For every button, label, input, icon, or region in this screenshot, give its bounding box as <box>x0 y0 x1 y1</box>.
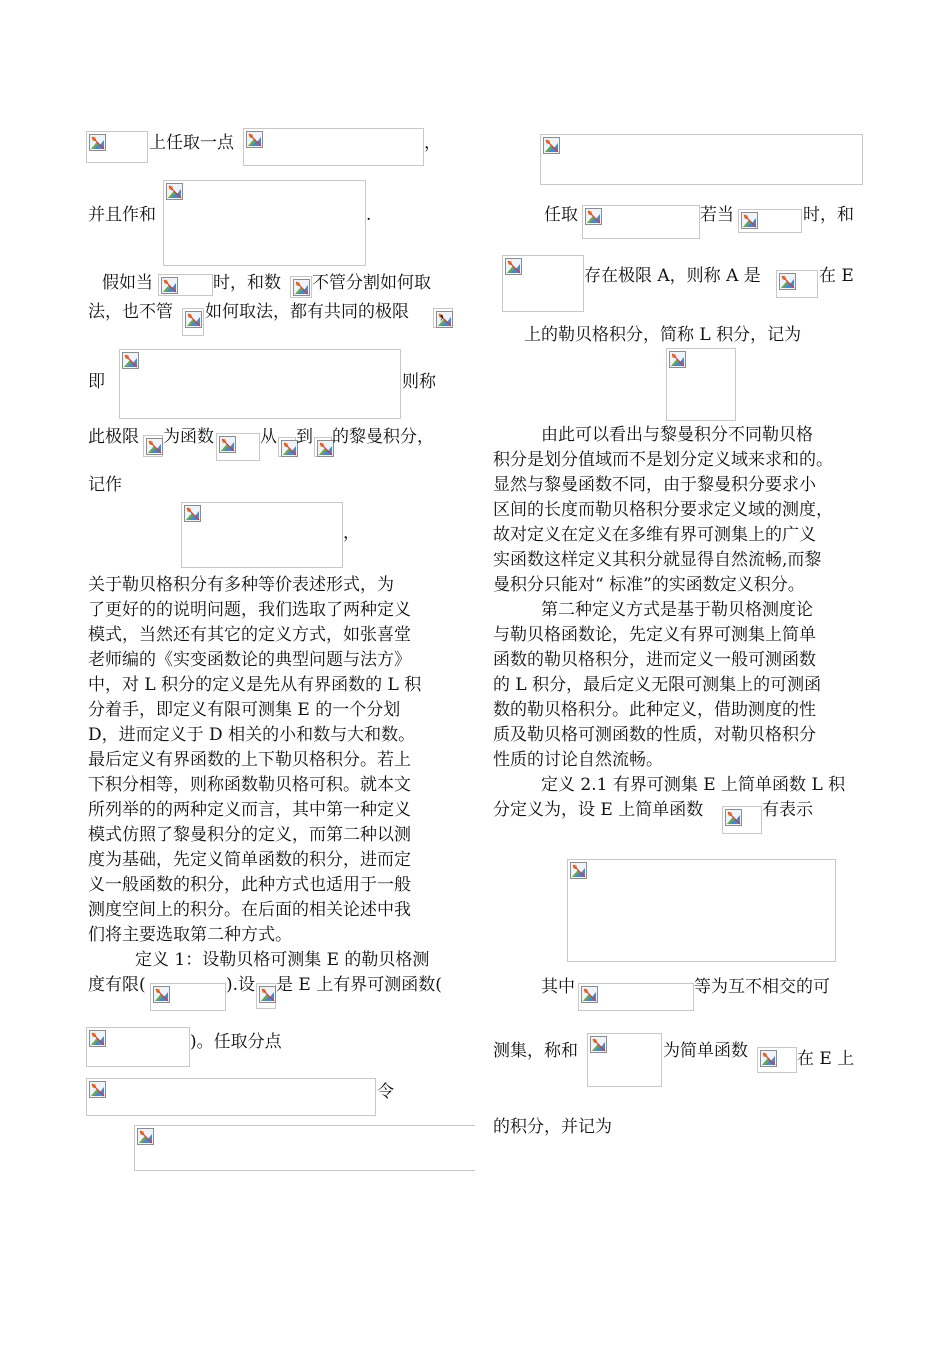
text-line: 任取 <box>544 205 578 225</box>
paragraph: 第二种定义方式是基于勒贝格测度论 与勒贝格函数论，先定义有界可测集上简单 函数的勒贝格积分，进而定义一般可测函数 的 L 积分，最后定义无限可测集上的可测函 数的勒贝格积分。此种定义，借助测度的性 质及勒贝格可测函数的性质，对勒贝格积分 性质的讨论自然流畅。 <box>493 600 822 770</box>
broken-image-icon <box>543 137 560 154</box>
formula-image <box>776 270 818 298</box>
text-line: 到 <box>296 427 313 447</box>
text-line: 不管分割如何取 <box>312 273 431 293</box>
formula-image <box>158 274 213 296</box>
text-line: 是 E 上有界可测函数( <box>276 975 442 995</box>
broken-image-icon <box>89 1081 106 1098</box>
formula-image <box>666 348 736 421</box>
text-line: 其中 <box>541 977 575 997</box>
text-line: 有表示 <box>762 800 813 820</box>
text-line: 上的勒贝格积分，简称 L 积分，记为 <box>524 325 802 345</box>
formula-image <box>314 437 332 457</box>
text-line: 定义 1：设勒贝格可测集 E 的勒贝格测 <box>135 950 430 970</box>
broken-image-icon <box>581 986 598 1003</box>
broken-image-icon <box>293 279 310 296</box>
formula-image <box>163 180 366 266</box>
text-line: 度有限( <box>88 975 146 995</box>
text-line: 上任取一点 <box>149 133 234 153</box>
broken-image-icon <box>570 862 587 879</box>
broken-image-icon <box>741 212 758 229</box>
broken-image-icon <box>153 986 170 1003</box>
broken-image-icon <box>161 277 178 294</box>
formula-image <box>216 433 260 461</box>
text-line: 存在极限 A，则称 A 是 <box>584 266 761 286</box>
broken-image-icon <box>585 208 602 225</box>
text-line: 此极限 <box>88 427 139 447</box>
formula-image <box>86 1078 376 1116</box>
formula-image <box>182 308 204 336</box>
formula-image <box>587 1033 662 1087</box>
broken-image-icon <box>137 1128 154 1145</box>
broken-image-icon <box>779 273 796 290</box>
text-line: 等为互不相交的可 <box>694 977 830 997</box>
text-line: 即 <box>88 372 105 392</box>
broken-image-icon <box>725 809 742 826</box>
paragraph: 由此可以看出与黎曼积分不同勒贝格 积分是划分值域而不是划分定义域来求和的。 显然与黎曼函数不同，由于黎曼积分要求小 区间的长度而勒贝格积分要求定义域的测度， 故对定义在定义在多维有界可测集上的广义 实函数这样定义其积分就显得自然流畅,而黎 曼积分只能对“ 标准”的实函数定义积分。 <box>493 425 833 595</box>
formula-image <box>134 1125 475 1171</box>
text-line: 在 E 上 <box>797 1049 855 1069</box>
text-line: . <box>366 205 372 225</box>
formula-image <box>757 1047 797 1073</box>
text-line: 法，也不管 <box>88 302 173 322</box>
formula-image <box>567 859 836 962</box>
broken-image-icon <box>89 1030 106 1047</box>
text-line: 并且作和 <box>88 205 156 225</box>
text-line: 时，和 <box>803 205 854 225</box>
formula-image <box>540 134 863 185</box>
text-line: 如何取法，都有共同的极限 <box>205 302 409 322</box>
broken-image-icon <box>185 311 202 328</box>
text-line: 时，和数 <box>213 273 281 293</box>
text-line: )。任取分点 <box>190 1032 282 1052</box>
broken-image-icon <box>760 1050 777 1067</box>
text-line: 从 <box>260 427 277 447</box>
text-line: ).设 <box>226 975 256 995</box>
broken-image-icon <box>246 131 263 148</box>
paragraph: 关于勒贝格积分有多种等价表述形式，为 了更好的的说明问题，我们选取了两种定义 模式，当然还有其它的定义方式，如张喜堂 老师编的《实变函数论的典型问题与法方》 中，对 L 积分的定义是先从有界函数的 L 积 分着手，即定义有限可测集 E 的一个分划 D，进而定义于 D 相关的小和数与大和数。 最后定义有界函数的上下勒贝格积分。若上 下积分相等，则称函数勒贝格可积。就本文 所列举的的两种定义而言，其中第一种定义 模式仿照了黎曼积分的定义，而第二种以测 度为基础，先定义简单函数的积分，进而定 义一般函数的积分，此种方式也适用于一般 测度空间上的积分。在后面的相关论述中我 们将主要选取第二种方式。 <box>88 575 422 945</box>
text-line: ， <box>439 302 456 322</box>
formula-image <box>738 209 802 233</box>
text-line: 分定义为，设 E 上简单函数 <box>493 800 704 820</box>
broken-image-icon <box>146 438 163 455</box>
text-line: 令 <box>377 1082 394 1102</box>
text-line: 的积分，并记为 <box>493 1117 612 1137</box>
text-line: 若当 <box>700 205 734 225</box>
formula-image <box>143 435 163 457</box>
broken-image-icon <box>259 986 276 1003</box>
broken-image-icon <box>166 183 183 200</box>
broken-image-icon <box>89 134 106 151</box>
broken-image-icon <box>184 505 201 522</box>
formula-image <box>243 128 424 166</box>
broken-image-icon <box>122 352 139 369</box>
formula-image <box>582 205 700 239</box>
text-line: 假如当 <box>102 273 153 293</box>
text-line: 测集，称和 <box>493 1041 578 1061</box>
formula-image <box>290 276 312 298</box>
formula-image <box>150 983 226 1011</box>
formula-image <box>86 1027 190 1067</box>
text-line: 为简单函数 <box>663 1041 748 1061</box>
text-line: ， <box>343 523 360 543</box>
formula-image <box>119 349 401 419</box>
formula-image <box>86 131 148 163</box>
formula-image <box>578 983 694 1011</box>
text-line: ， <box>424 133 441 153</box>
broken-image-icon <box>505 258 522 275</box>
formula-image <box>181 502 343 568</box>
broken-image-icon <box>219 436 236 453</box>
text-line: 在 E <box>819 266 854 286</box>
formula-image <box>502 255 584 312</box>
text-line: 记作 <box>88 475 122 495</box>
broken-image-icon <box>590 1036 607 1053</box>
formula-image <box>278 437 296 457</box>
text-line: 则称 <box>402 372 436 392</box>
broken-image-icon <box>669 351 686 368</box>
formula-image <box>256 983 276 1009</box>
text-line: 为函数 <box>163 427 214 447</box>
text-line: 定义 2.1 有界可测集 E 上简单函数 L 积 <box>541 775 846 795</box>
formula-image <box>722 806 762 834</box>
text-line: 的黎曼积分， <box>332 427 434 447</box>
